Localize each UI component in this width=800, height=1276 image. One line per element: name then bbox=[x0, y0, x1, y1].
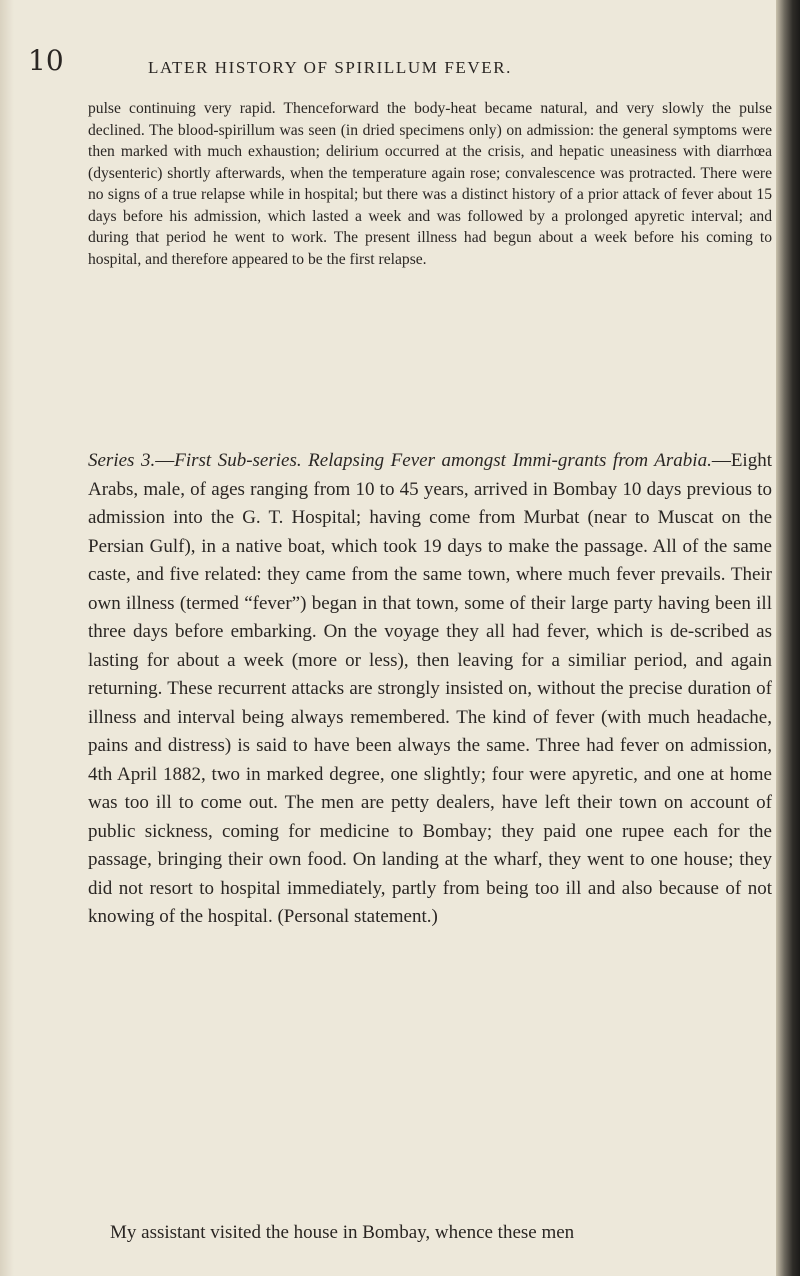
page-left-edge bbox=[0, 0, 14, 1276]
paragraph-assistant-visit: My assistant visited the house in Bombay, whence these men bbox=[110, 1222, 575, 1243]
page-number: 10 bbox=[28, 44, 64, 77]
paragraph-case-continuation: pulse continuing very rapid. Thenceforward the body-heat became natural, and very slowly the pulse declined. The blood-spirillum was seen (in dried specimens only) on admission: the general symptoms were then marked with much exhaustion; delirium occurred at the crisis, and hepatic uneasiness with diarrhœa (dysenteric) shortly afterwards, when the temperature again rose; convalescence was protracted. There were no signs of a true relapse while in hospital; but there was a distinct history of a prior attack of fever about 15 days before his admission, which lasted a week and was followed by a prolonged apyretic interval; and during that period he went to work. The present illness had begun about a week before his coming to hospital, and therefore appeared to be the first relapse. bbox=[88, 100, 772, 268]
series-title: Relapsing Fever amongst Immi-grants from Arabia. bbox=[308, 450, 712, 471]
series-label: Series 3. bbox=[88, 450, 156, 471]
page-binding-shadow bbox=[776, 0, 800, 1276]
series-heading bbox=[88, 450, 712, 471]
running-head: LATER HISTORY OF SPIRILLUM FEVER. bbox=[148, 58, 513, 77]
em-dash: — bbox=[155, 450, 175, 471]
paragraph-series-3-body: —Eight Arabs, male, of ages ranging from 10 to 45 years, arrived in Bombay 10 days previous to admission into the G. T. Hospital; having come from Murbat (near to Muscat on the Persian Gulf), in a native boat, which took 19 days to make the passage. All of the same caste, and five related: they came from the same town, where much fever prevails. Their own illness (termed “fever”) began in that town, some of their large party having been ill three days before embarking. On the voyage they all had fever, which is de-scribed as lasting for about a week (more or less), then leaving for a similiar period, and again returning. These recurrent attacks are strongly insisted on, without the precise duration of illness and interval being always remembered. The kind of fever (with much headache, pains and distress) is said to have been always the same. Three had fever on admission, 4th April 1882, two in marked degree, one slightly; four were apyretic, and one at home was too ill to come out. The men are petty dealers, have left their town on account of public sickness, coming for medicine to Bombay; they paid one rupee each for the passage, bringing their own food. On landing at the wharf, they went to one house; they did not resort to hospital immediately, partly from being too ill and also because of not knowing of the hospital. (Personal statement.) bbox=[88, 450, 772, 927]
paragraph-series-3 bbox=[88, 447, 772, 932]
subseries-label: First Sub-series. bbox=[174, 450, 302, 471]
